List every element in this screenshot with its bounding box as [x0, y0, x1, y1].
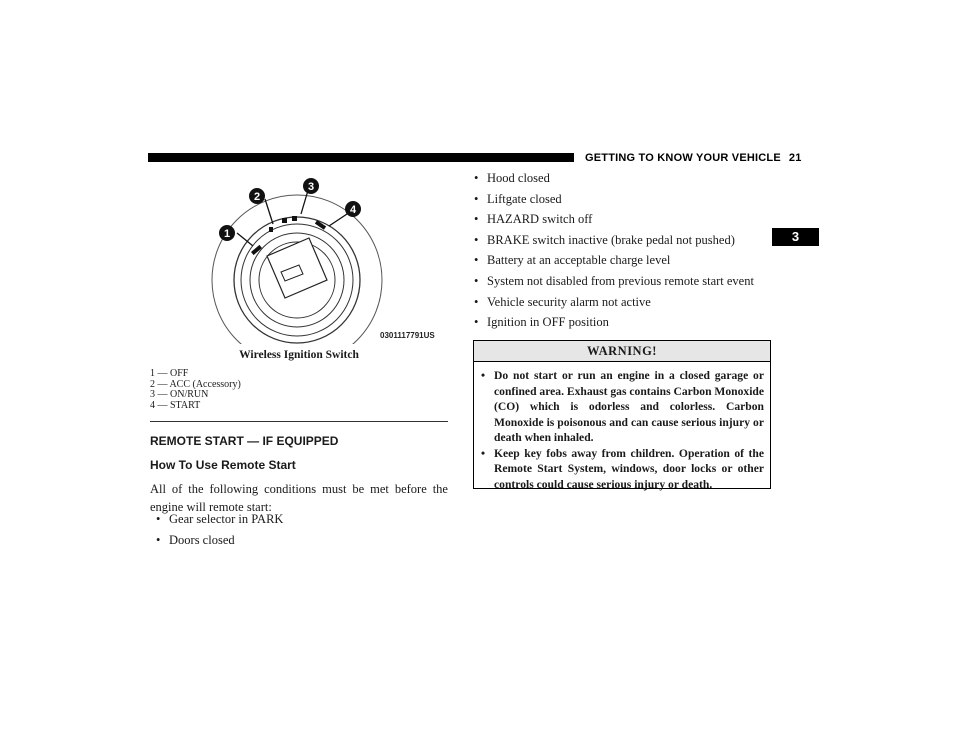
marker-3-label: 3	[307, 181, 315, 193]
legend-item: 2 — ACC (Accessory)	[150, 378, 241, 390]
sub-heading: How To Use Remote Start	[150, 458, 296, 472]
marker-2-label: 2	[253, 191, 261, 203]
list-item: • Ignition in OFF position	[473, 314, 773, 335]
page-number: 21	[788, 152, 802, 164]
marker-4-label: 4	[349, 204, 357, 216]
intro-paragraph: All of the following conditions must be met before the engine will remote start:	[150, 482, 448, 514]
warning-title: WARNING!	[474, 341, 770, 362]
figure-legend	[150, 369, 448, 411]
legend-item: 4 — START	[150, 399, 201, 411]
warning-item: • Do not start or run an engine in a closed garage or confined area. Exhaust gas contains Carbon Monoxide (CO) which is odorless and colorless. Carbon Monoxide is poisonous and can cause serious injury or death when inhaled.	[480, 368, 764, 446]
warning-list	[474, 362, 770, 492]
conditions-list-left	[155, 511, 445, 552]
list-item: • System not disabled from previous remote start event	[473, 273, 773, 294]
header-section-title: GETTING TO KNOW YOUR VEHICLE	[585, 152, 781, 164]
legend-item: 1 — OFF	[150, 368, 189, 379]
figure-caption: Wireless Ignition Switch	[239, 349, 359, 361]
ignition-switch-figure	[205, 172, 450, 344]
legend-item: 3 — ON/RUN	[150, 389, 209, 400]
warning-item: • Keep key fobs away from children. Operation of the Remote Start System, windows, door locks or other controls could cause serious injury or death.	[480, 446, 764, 493]
list-item: • BRAKE switch inactive (brake pedal not pushed)	[473, 232, 773, 253]
list-item: • Battery at an acceptable charge level	[473, 252, 773, 273]
marker-1-label: 1	[223, 228, 231, 240]
chapter-tab: 3	[772, 228, 819, 246]
list-item: • Hood closed	[473, 170, 773, 191]
header-rule	[148, 153, 574, 162]
section-heading: REMOTE START — IF EQUIPPED	[150, 434, 339, 448]
list-item: • HAZARD switch off	[473, 211, 773, 232]
legend-divider	[150, 421, 448, 422]
conditions-list-right	[473, 170, 773, 335]
list-item: • Doors closed	[155, 532, 445, 553]
list-item: • Liftgate closed	[473, 191, 773, 212]
running-header	[585, 150, 802, 166]
list-item: • Vehicle security alarm not active	[473, 294, 773, 315]
figure-code: 0301117791US	[380, 331, 435, 340]
warning-box	[473, 340, 771, 489]
list-item: • Gear selector in PARK	[155, 511, 445, 532]
